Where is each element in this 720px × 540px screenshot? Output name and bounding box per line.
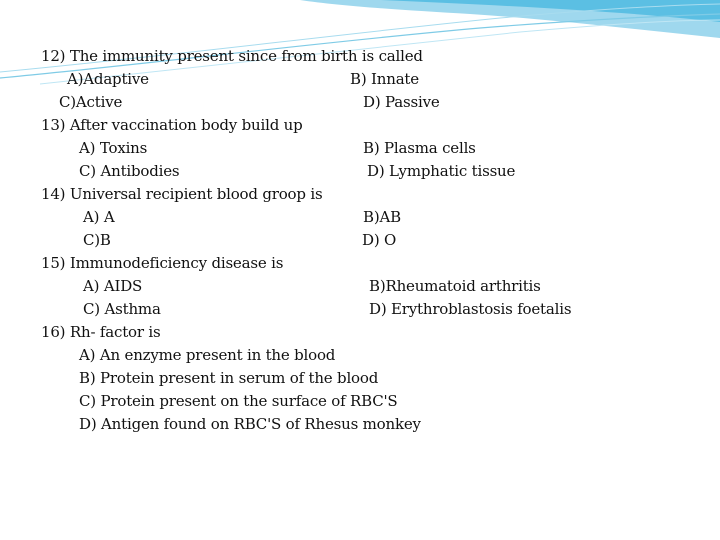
q16-option-d: D) Antigen found on RBC'S of Rhesus monkey [79, 415, 421, 433]
q15-option-a: A) AIDS [83, 277, 143, 295]
q14-question: 14) Universal recipient blood groop is [41, 185, 323, 203]
q14-option-a: A) A [83, 208, 115, 226]
q14-option-b: B)AB [363, 208, 401, 226]
q16-option-b: B) Protein present in serum of the blood [79, 369, 379, 387]
q12-option-b: B) Innate [350, 70, 419, 88]
q16-option-a: A) An enzyme present in the blood [79, 346, 336, 364]
q13-option-c: C) Antibodies [79, 162, 180, 180]
q13-option-d: D) Lymphatic tissue [367, 162, 516, 180]
q14-option-c: C)B [83, 231, 111, 249]
q14-option-d: D) O [362, 231, 397, 249]
q13-question: 13) After vaccination body build up [41, 116, 303, 134]
q12-option-c: C)Active [59, 93, 123, 111]
q15-option-c: C) Asthma [83, 300, 161, 318]
q13-option-a: A) Toxins [79, 139, 148, 157]
q13-option-b: B) Plasma cells [363, 139, 476, 157]
q12-option-a: A)Adaptive [67, 70, 149, 88]
q16-option-c: C) Protein present on the surface of RBC'S [79, 392, 398, 410]
q15-option-b: B)Rheumatoid arthritis [369, 277, 541, 295]
q15-option-d: D) Erythroblastosis foetalis [369, 300, 572, 318]
q12-option-d: D) Passive [363, 93, 440, 111]
q15-question: 15) Immunodeficiency disease is [41, 254, 284, 272]
q12-question: 12) The immunity present since from birth is called [41, 47, 423, 65]
q16-question: 16) Rh- factor is [41, 323, 161, 341]
